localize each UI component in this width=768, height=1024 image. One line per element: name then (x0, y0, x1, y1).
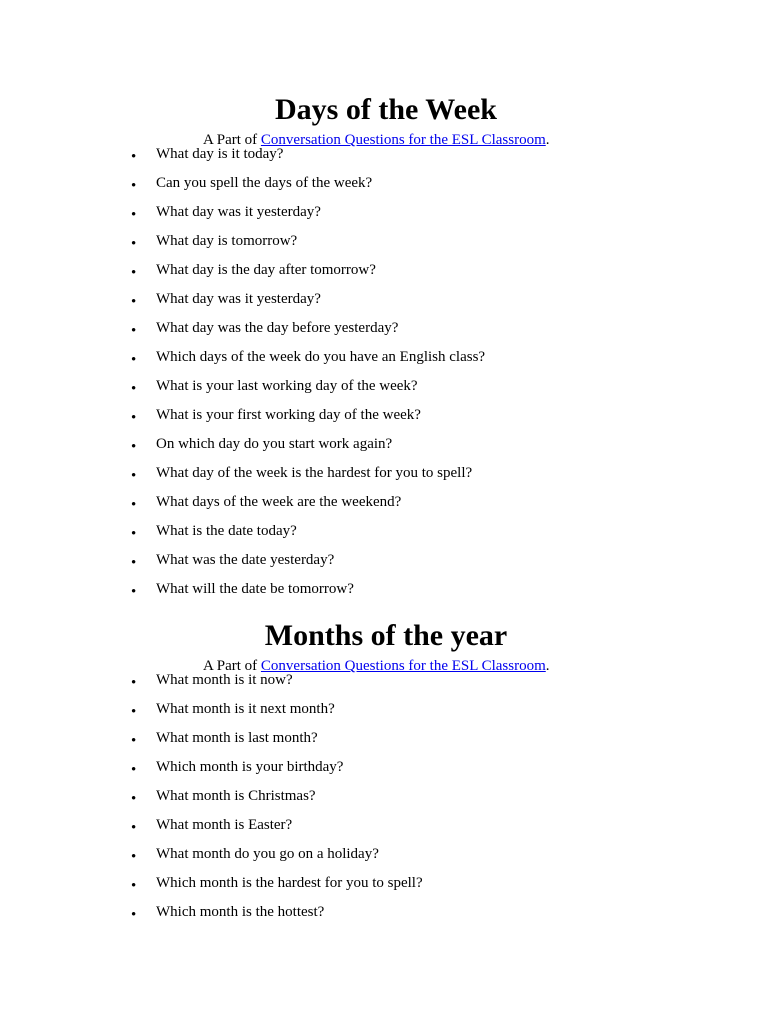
bullet-icon: • (131, 820, 137, 836)
question-text: What day was the day before yesterday? (156, 320, 399, 336)
list-item (0, 175, 768, 208)
bullet-icon: • (131, 791, 137, 807)
question-text: On which day do you start work again? (156, 436, 393, 452)
bullet-icon: • (131, 207, 137, 223)
bullet-icon: • (131, 381, 137, 397)
question-text: What month is Christmas? (156, 788, 316, 804)
bullet-icon: • (131, 265, 137, 281)
bullet-icon: • (131, 323, 137, 339)
days-subtitle-suffix: . (545, 132, 550, 148)
days-esl-classroom-link[interactable]: Conversation Questions for the ESL Classroom (260, 132, 546, 148)
bullet-icon: • (131, 849, 137, 865)
list-item (0, 672, 768, 705)
question-text: What is the date today? (156, 523, 297, 539)
bullet-icon: • (131, 526, 137, 542)
list-item (0, 552, 768, 585)
list-item (0, 875, 768, 908)
days-question-list (0, 146, 768, 614)
bullet-icon: • (131, 878, 137, 894)
bullet-icon: • (131, 762, 137, 778)
question-text: What day was it yesterday? (156, 204, 321, 220)
question-text: Which days of the week do you have an English class? (156, 349, 486, 365)
list-item (0, 904, 768, 937)
question-text: What is your last working day of the week? (156, 378, 418, 394)
list-item (0, 204, 768, 237)
question-text: What month is it now? (156, 672, 293, 688)
question-text: What day is it today? (156, 146, 284, 162)
list-item (0, 233, 768, 266)
list-item (0, 730, 768, 763)
bullet-icon: • (131, 497, 137, 513)
bullet-icon: • (131, 352, 137, 368)
months-of-year-section (0, 616, 768, 937)
list-item (0, 146, 768, 179)
months-esl-classroom-link[interactable]: Conversation Questions for the ESL Classroom (260, 658, 546, 674)
question-text: What was the date yesterday? (156, 552, 335, 568)
question-text: What month is it next month? (156, 701, 335, 717)
days-subtitle-prefix: A Part of (203, 132, 261, 148)
bullet-icon: • (131, 555, 137, 571)
list-item (0, 817, 768, 850)
months-section-title: Months of the year (264, 619, 508, 652)
months-question-list (0, 672, 768, 937)
bullet-icon: • (131, 468, 137, 484)
list-item (0, 523, 768, 556)
question-text: What day is the day after tomorrow? (156, 262, 376, 278)
bullet-icon: • (131, 704, 137, 720)
question-text: What day was it yesterday? (156, 291, 321, 307)
months-subtitle-suffix: . (545, 658, 550, 674)
question-text: What day of the week is the hardest for you to spell? (156, 465, 473, 481)
question-text: What month do you go on a holiday? (156, 846, 379, 862)
bullet-icon: • (131, 149, 137, 165)
bullet-icon: • (131, 439, 137, 455)
list-item (0, 759, 768, 792)
days-section-title: Days of the Week (275, 93, 497, 126)
question-text: What will the date be tomorrow? (156, 581, 354, 597)
bullet-icon: • (131, 584, 137, 600)
days-subtitle (0, 130, 768, 150)
bullet-icon: • (131, 410, 137, 426)
bullet-icon: • (131, 294, 137, 310)
question-text: Which month is your birthday? (156, 759, 344, 775)
list-item (0, 788, 768, 821)
list-item (0, 494, 768, 527)
bullet-icon: • (131, 733, 137, 749)
bullet-icon: • (131, 236, 137, 252)
list-item (0, 581, 768, 614)
question-text: Which month is the hottest? (156, 904, 325, 920)
bullet-icon: • (131, 178, 137, 194)
question-text: What day is tomorrow? (156, 233, 298, 249)
months-subtitle (0, 656, 768, 676)
question-text: Which month is the hardest for you to spell? (156, 875, 423, 891)
days-of-week-section (0, 90, 768, 614)
question-text: Can you spell the days of the week? (156, 175, 373, 191)
question-text: What month is Easter? (156, 817, 293, 833)
question-text: What month is last month? (156, 730, 318, 746)
list-item (0, 701, 768, 734)
question-text: What is your first working day of the week? (156, 407, 421, 423)
months-subtitle-prefix: A Part of (203, 658, 261, 674)
bullet-icon: • (131, 675, 137, 691)
list-item (0, 262, 768, 295)
question-text: What days of the week are the weekend? (156, 494, 402, 510)
bullet-icon: • (131, 907, 137, 923)
